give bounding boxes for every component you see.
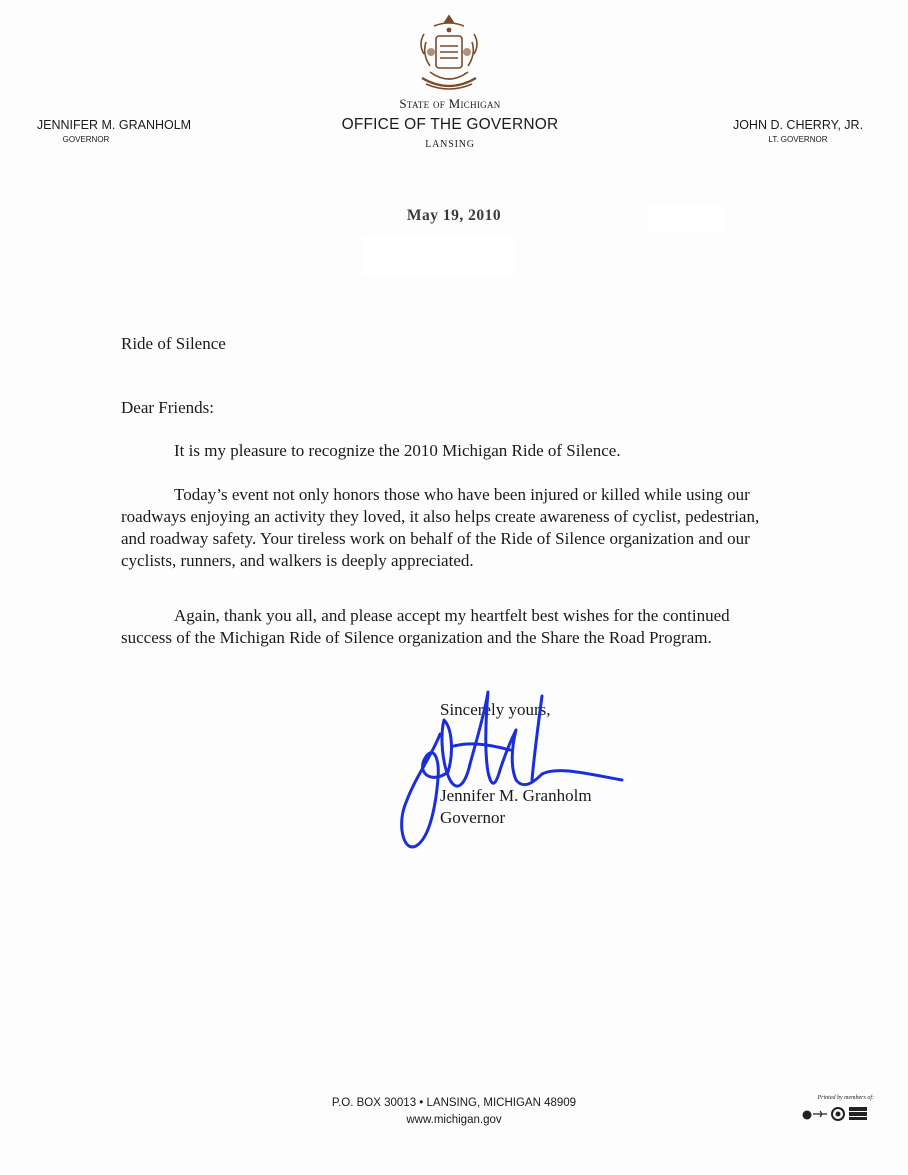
lt-governor-name: JOHN D. CHERRY, JR.	[732, 118, 864, 132]
michigan-state-seal-icon	[412, 12, 486, 96]
paragraph	[121, 605, 781, 649]
office-title: OFFICE OF THE GOVERNOR	[341, 116, 559, 133]
recipient: Ride of Silence	[121, 334, 226, 353]
signature-icon	[392, 686, 624, 854]
redaction-patch	[362, 236, 514, 276]
salutation: Dear Friends:	[121, 398, 215, 417]
redaction-patch	[647, 206, 726, 232]
governor-title: GOVERNOR	[62, 135, 110, 144]
paragraph	[121, 440, 761, 462]
union-caption: Printed by members of:	[817, 1095, 874, 1101]
state-line: State of Michigan	[399, 96, 501, 111]
letter-date: May 19, 2010	[406, 207, 502, 224]
closing: Sincerely yours,	[440, 700, 551, 719]
paragraph-text: Today’s event not only honors those who have been injured or killed while using our roadways enjoying an activity they loved, it also helps create awareness of cyclist, pedestrian, and roadway safety. Your tireless work on behalf of the Ride of Silence organization and our cyclists, runners, and walkers is deeply appreciated.	[121, 485, 760, 570]
union-printing-logos-icon	[800, 1103, 872, 1123]
footer-address: P.O. BOX 30013 • LANSING, MICHIGAN 48909	[331, 1097, 577, 1109]
governor-name: JENNIFER M. GRANHOLM	[36, 118, 192, 132]
paragraph-text: Again, thank you all, and please accept my heartfelt best wishes for the continued success of the Michigan Ride of Silence organization and the Share the Road Program.	[121, 606, 730, 647]
signer-title: Governor	[440, 808, 506, 827]
paragraph	[121, 484, 781, 572]
footer-website: www.michigan.gov	[406, 1114, 502, 1126]
office-city: LANSING	[425, 139, 475, 150]
lt-governor-title: LT. GOVERNOR	[768, 135, 828, 144]
signer-name: Jennifer M. Granholm	[440, 786, 592, 805]
paragraph-text: It is my pleasure to recognize the 2010 Michigan Ride of Silence.	[174, 441, 621, 460]
